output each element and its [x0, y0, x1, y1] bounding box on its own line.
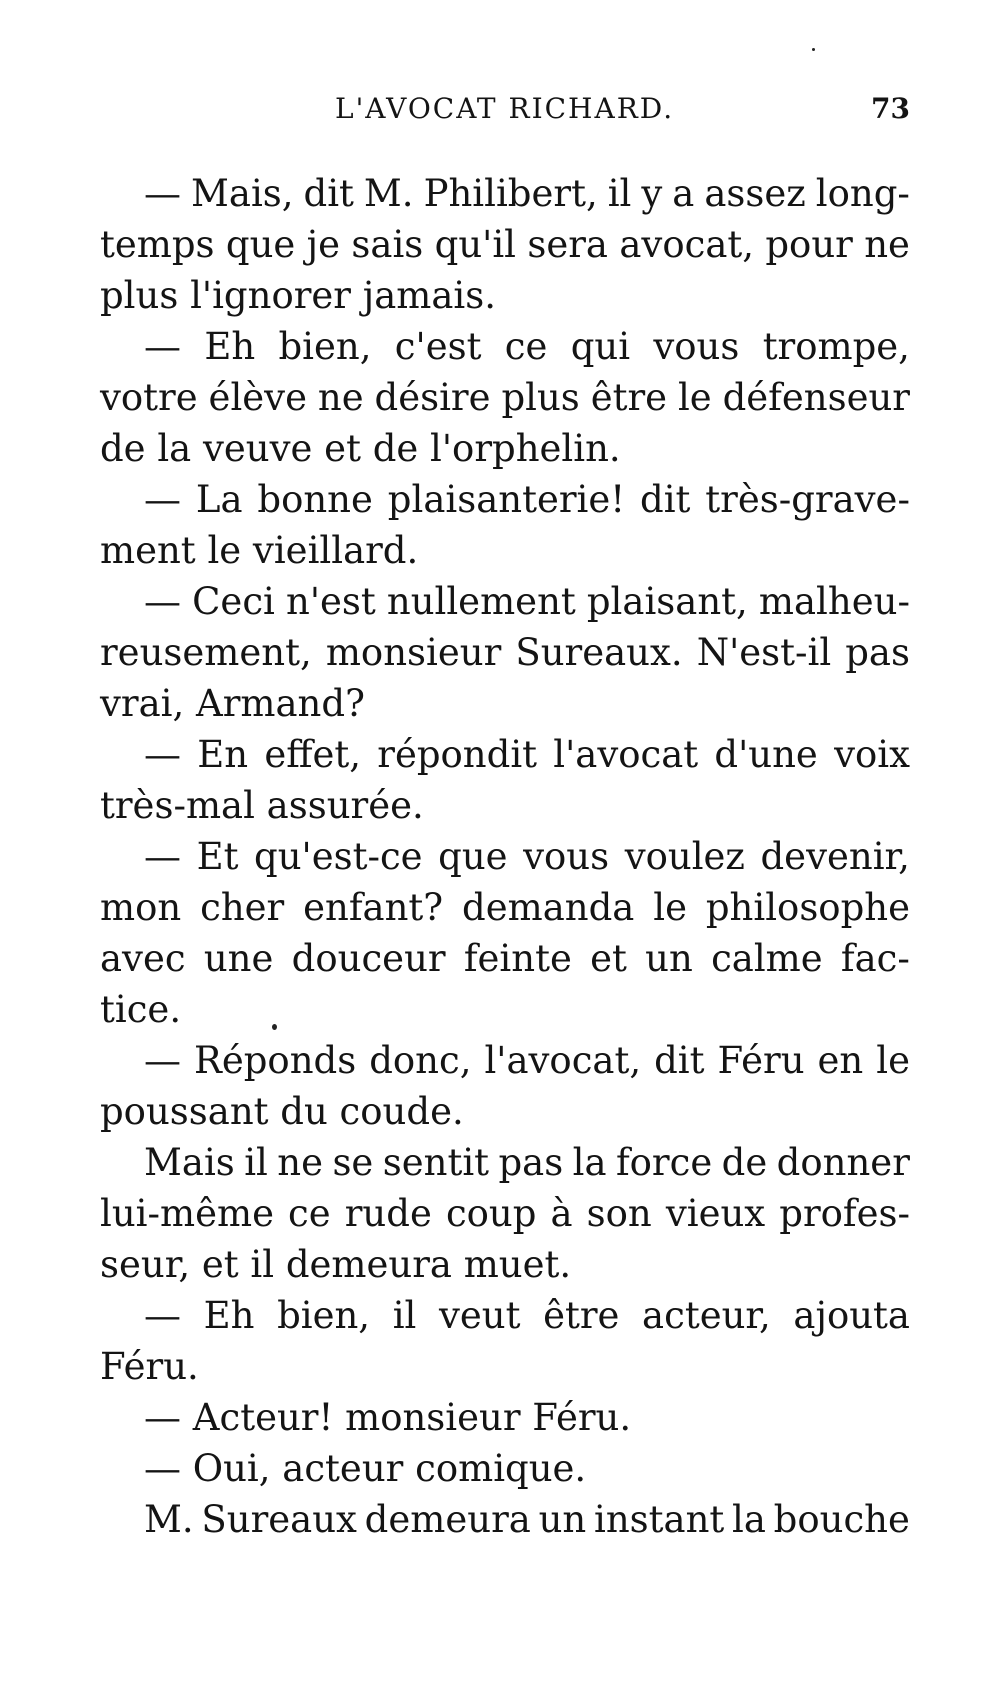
- word: très-grave-: [705, 478, 910, 521]
- word: reusement,: [100, 631, 312, 674]
- word: demanda: [462, 886, 635, 929]
- word: M.: [144, 1498, 194, 1541]
- word: assez: [704, 172, 806, 215]
- word: avec: [100, 937, 186, 980]
- word: profes-: [779, 1192, 910, 1235]
- word: long-: [815, 172, 910, 215]
- text-line: [100, 729, 910, 780]
- word: devenir,: [760, 835, 910, 878]
- word: bouche: [773, 1498, 910, 1541]
- word: un: [538, 1498, 587, 1541]
- word: avocat,: [619, 223, 755, 266]
- text-line: seur, et il demeura muet.: [100, 1243, 572, 1286]
- word: fac-: [840, 937, 910, 980]
- word: nullement: [386, 580, 576, 623]
- word: plaisanterie!: [387, 478, 626, 521]
- word: —: [144, 325, 181, 368]
- word: il: [392, 1294, 417, 1337]
- ink-speck: [812, 48, 815, 51]
- word: ce: [504, 325, 548, 368]
- text-line: poussant du coude.: [100, 1090, 464, 1133]
- word: Ceci: [192, 580, 275, 623]
- word: rude: [344, 1192, 432, 1235]
- text-line: [100, 219, 910, 270]
- word: bien,: [277, 1294, 371, 1337]
- word: plaisant,: [586, 580, 748, 623]
- text-line: [100, 1035, 910, 1086]
- word: n'est: [285, 580, 376, 623]
- word: voix: [834, 733, 910, 776]
- text-line: [100, 1494, 910, 1545]
- word: ne: [277, 1141, 324, 1184]
- text-line: [100, 576, 910, 627]
- word: pas: [845, 631, 910, 674]
- word: —: [144, 1039, 181, 1082]
- text-line: [100, 1137, 910, 1188]
- ink-speck: [272, 1024, 277, 1030]
- word: veut: [438, 1294, 521, 1337]
- body-text: [100, 168, 910, 1545]
- text-line: [100, 1290, 910, 1341]
- word: M.: [363, 172, 414, 215]
- word: le: [677, 376, 712, 419]
- word: que: [225, 223, 296, 266]
- text-line: [100, 1188, 910, 1239]
- word: douceur: [291, 937, 446, 980]
- word: coup: [445, 1192, 537, 1235]
- word: malheu-: [758, 580, 910, 623]
- word: pas: [498, 1141, 564, 1184]
- text-line: vrai, Armand?: [100, 682, 365, 725]
- word: Réponds: [193, 1039, 357, 1082]
- word: —: [144, 1294, 181, 1337]
- word: se: [332, 1141, 374, 1184]
- text-line: de la veuve et de l'orphelin.: [100, 427, 621, 470]
- word: mon: [100, 886, 182, 929]
- word: demeura: [364, 1498, 531, 1541]
- text-line: ment le vieillard.: [100, 529, 419, 572]
- word: votre: [100, 376, 198, 419]
- word: être: [590, 376, 668, 419]
- word: de: [721, 1141, 768, 1184]
- word: d'une: [714, 733, 818, 776]
- word: trompe,: [762, 325, 910, 368]
- word: Eh: [203, 1294, 255, 1337]
- word: qui: [570, 325, 631, 368]
- word: la: [572, 1141, 607, 1184]
- word: acteur,: [642, 1294, 771, 1337]
- word: bonne: [257, 478, 373, 521]
- word: Mais: [144, 1141, 235, 1184]
- text-line: tice.: [100, 988, 182, 1031]
- word: Et: [196, 835, 239, 878]
- word: le: [653, 886, 687, 929]
- word: son: [586, 1192, 652, 1235]
- word: a: [672, 172, 695, 215]
- word: voulez: [624, 835, 745, 878]
- text-line: [100, 882, 910, 933]
- word: Sureaux: [201, 1498, 357, 1541]
- word: Philibert,: [423, 172, 598, 215]
- word: instant: [593, 1498, 725, 1541]
- word: —: [144, 733, 181, 776]
- word: sentit: [382, 1141, 490, 1184]
- word: feinte: [463, 937, 572, 980]
- word: à: [550, 1192, 573, 1235]
- word: cher: [200, 886, 285, 929]
- word: un: [645, 937, 693, 980]
- word: l'avocat: [553, 733, 699, 776]
- word: ce: [288, 1192, 331, 1235]
- text-line: [100, 474, 910, 525]
- word: y: [641, 172, 663, 215]
- word: bien,: [278, 325, 372, 368]
- word: La: [195, 478, 243, 521]
- word: philosophe: [705, 886, 910, 929]
- word: qu'est-ce: [254, 835, 423, 878]
- word: Sureaux.: [515, 631, 683, 674]
- word: force: [615, 1141, 713, 1184]
- text-line: — Oui, acteur comique.: [144, 1447, 587, 1490]
- word: calme: [711, 937, 823, 980]
- word: une: [203, 937, 274, 980]
- word: en: [817, 1039, 864, 1082]
- running-head: [100, 92, 910, 132]
- word: et: [590, 937, 627, 980]
- word: désire: [374, 376, 491, 419]
- text-line: [100, 168, 910, 219]
- word: plus: [501, 376, 580, 419]
- running-title: L'AVOCAT RICHARD.: [335, 92, 675, 125]
- word: dit: [654, 1039, 705, 1082]
- word: —: [144, 478, 181, 521]
- word: —: [144, 835, 181, 878]
- text-line: très-mal assurée.: [100, 784, 424, 827]
- word: répondit: [377, 733, 538, 776]
- word: Féru: [717, 1039, 805, 1082]
- text-line: plus l'ignorer jamais.: [100, 274, 497, 317]
- text-line: [100, 372, 910, 423]
- text-line: Féru.: [100, 1345, 199, 1388]
- word: dit: [640, 478, 691, 521]
- word: élève: [208, 376, 307, 419]
- word: N'est-il: [696, 631, 832, 674]
- word: le: [876, 1039, 910, 1082]
- word: Mais,: [191, 172, 294, 215]
- word: ajouta: [793, 1294, 910, 1337]
- word: monsieur: [325, 631, 502, 674]
- word: En: [197, 733, 249, 776]
- word: qu'il: [434, 223, 516, 266]
- text-line: — Acteur! monsieur Féru.: [144, 1396, 632, 1439]
- text-line: [100, 627, 910, 678]
- word: dit: [303, 172, 354, 215]
- page-number: 73: [871, 92, 910, 125]
- text-line: [100, 321, 910, 372]
- word: défenseur: [722, 376, 910, 419]
- word: pour: [765, 223, 853, 266]
- word: enfant?: [303, 886, 444, 929]
- word: vous: [523, 835, 610, 878]
- text-line: [100, 831, 910, 882]
- word: vieux: [665, 1192, 766, 1235]
- word: —: [144, 172, 181, 215]
- word: donner: [776, 1141, 910, 1184]
- word: Eh: [204, 325, 256, 368]
- word: l'avocat,: [484, 1039, 642, 1082]
- word: effet,: [264, 733, 362, 776]
- word: c'est: [394, 325, 482, 368]
- word: je: [306, 223, 341, 266]
- word: lui-même: [100, 1192, 274, 1235]
- word: sais: [351, 223, 424, 266]
- word: ne: [317, 376, 364, 419]
- word: il: [607, 172, 632, 215]
- text-line: [100, 933, 910, 984]
- word: temps: [100, 223, 215, 266]
- word: la: [732, 1498, 766, 1541]
- word: ne: [864, 223, 910, 266]
- word: il: [244, 1141, 268, 1184]
- word: vous: [653, 325, 740, 368]
- word: —: [144, 580, 181, 623]
- word: que: [438, 835, 508, 878]
- word: sera: [527, 223, 608, 266]
- word: donc,: [369, 1039, 472, 1082]
- word: être: [543, 1294, 620, 1337]
